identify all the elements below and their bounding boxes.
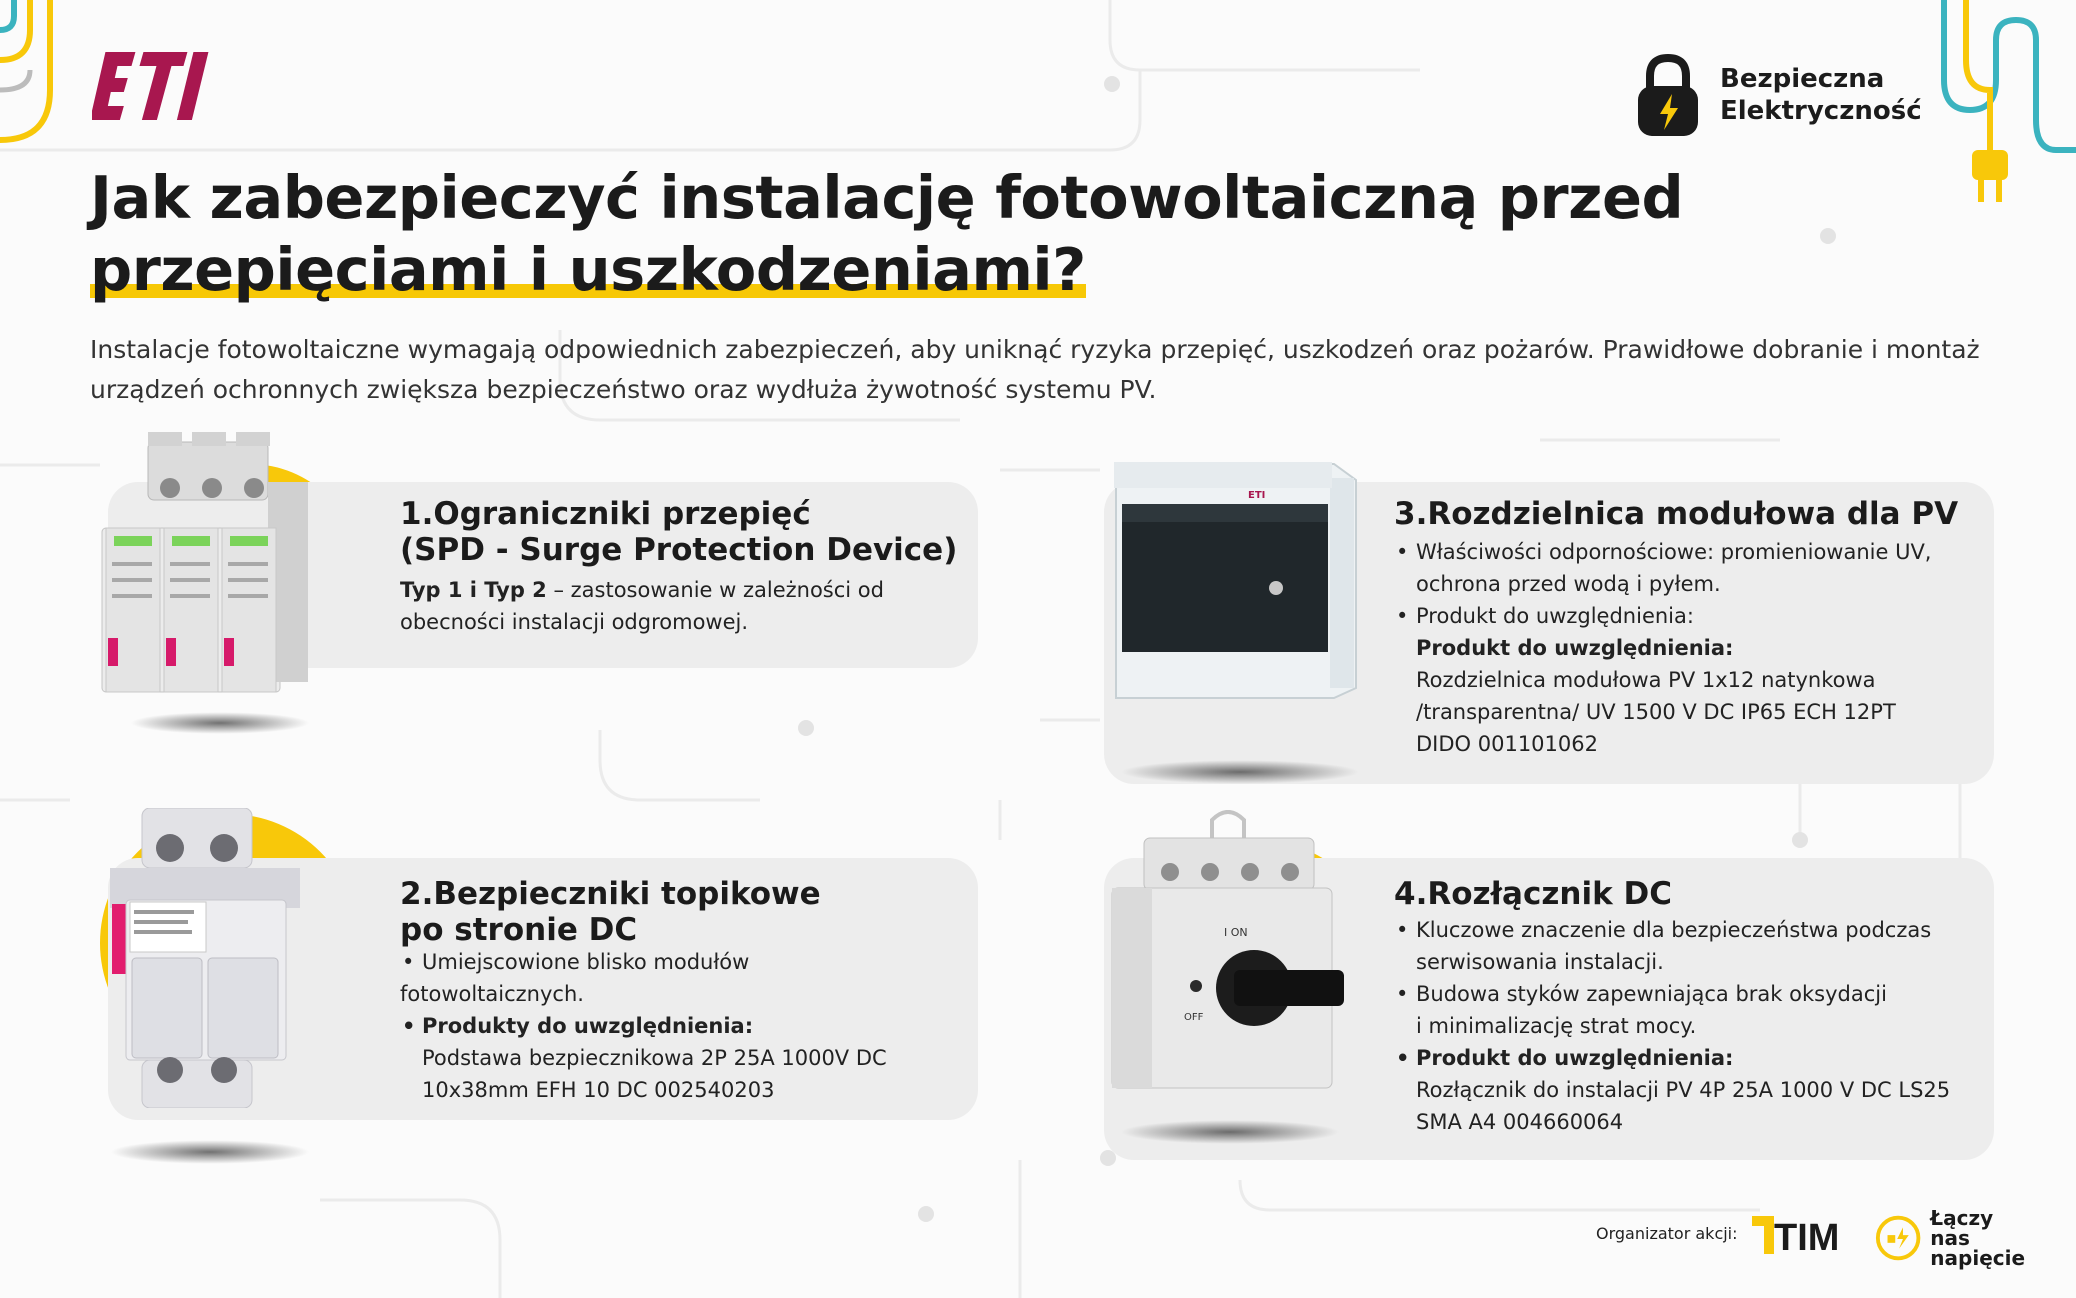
card-2-product-line2: 10x38mm EFH 10 DC 002540203: [422, 1078, 775, 1102]
svg-text:ETI: ETI: [1248, 490, 1266, 501]
card-3-product-line3: DIDO 001101062: [1416, 732, 1598, 756]
title-line2: przepięciami i uszkodzeniami?: [90, 235, 1086, 304]
brand-badge: [1636, 52, 1922, 138]
intro-text: Instalacje fotowoltaiczne wymagają odpowiednich zabezpieczeń, aby uniknąć ryzyka przepięć, uszkodzeń oraz pożarów. Prawidłowe dobranie i montaż urządzeń ochronnych zwiększa bezpieczeństwo oraz wydłuża żywotność systemu PV.: [90, 335, 1980, 404]
slogan-line1: Łączy nas: [1930, 1206, 1994, 1250]
card-4-bullet2: • Budowa styków zapewniająca brak oksydacji: [1394, 978, 1984, 1010]
tim-logo-text: TIM: [1774, 1217, 1840, 1259]
corner-deco-lines: [0, 0, 62, 150]
card-3-product-head: Produkt do uwzględnienia:: [1416, 636, 1734, 660]
card-3-bullet2: • Produkt do uwzględnienia:: [1394, 600, 1984, 632]
card-3-product-line1: Rozdzielnica modułowa PV 1x12 natynkowa: [1416, 668, 1876, 692]
product-shadow-4: [1120, 1120, 1340, 1144]
card-1-title-line2: (SPD - Surge Protection Device): [400, 532, 958, 568]
card-2-title-line1: 2.Bezpieczniki topikowe: [400, 876, 821, 912]
card-2-bullet2: • Produkty do uwzględnienia:: [400, 1010, 960, 1042]
card-4-title: 4.Rozłącznik DC: [1394, 876, 1672, 912]
svg-text:I ON: I ON: [1224, 926, 1248, 939]
card-1-title: [400, 496, 957, 568]
title-line1: Jak zabezpieczyć instalację fotowoltaiczną przed: [90, 163, 1684, 232]
dc-disconnector-image: [1104, 810, 1354, 1100]
eti-logo: [92, 48, 220, 124]
card-4-bullet1: • Kluczowe znaczenie dla bezpieczeństwa podczas: [1394, 914, 1984, 946]
card-2-bullet1: • Umiejscowione blisko modułów: [400, 946, 960, 978]
organizer-label: Organizator akcji:: [1596, 1224, 1738, 1243]
card-3-bullet1-cont: ochrona przed wodą i pyłem.: [1416, 572, 1721, 596]
card-2-title: [400, 876, 821, 948]
card-1-line2: obecności instalacji odgromowej.: [400, 610, 749, 634]
card-2-product-line1: Podstawa bezpiecznikowa 2P 25A 1000V DC: [422, 1046, 887, 1070]
tim-logo: [1752, 1210, 1862, 1260]
slogan-logo: [1874, 1208, 2036, 1268]
product-shadow-2: [110, 1140, 310, 1164]
badge-line1: Bezpieczna: [1720, 64, 1885, 94]
svg-text:OFF: OFF: [1184, 1012, 1204, 1023]
card-1-text: [400, 574, 960, 638]
product-shadow-1: [130, 712, 310, 734]
spd-device-image: [88, 432, 328, 702]
plug-circle-icon: [1874, 1213, 1922, 1263]
card-4-bullet2-cont: i minimalizację strat mocy.: [1416, 1014, 1697, 1038]
footer: [1596, 1204, 2036, 1274]
card-4-product-line2: SMA A4 004660064: [1416, 1110, 1624, 1134]
lock-icon: [1636, 52, 1700, 138]
card-3-title: 3.Rozdzielnica modułowa dla PV: [1394, 496, 1959, 532]
product-shadow-3: [1120, 760, 1360, 784]
card-4-bullet1-cont: serwisowania instalacji.: [1416, 950, 1664, 974]
card-1-type-rest: – zastosowanie w zależności od: [546, 578, 884, 602]
card-1-type-bold: Typ 1 i Typ 2: [400, 578, 547, 602]
card-1-title-line1: 1.Ograniczniki przepięć: [400, 496, 811, 532]
card-4-product-line1: Rozłącznik do instalacji PV 4P 25A 1000 V DC LS25: [1416, 1078, 1951, 1102]
card-3-product-line2: /transparentna/ UV 1500 V DC IP65 ECH 12PT: [1416, 700, 1896, 724]
page-title: [90, 162, 1790, 306]
card-3-text: [1394, 536, 1984, 760]
fuse-holder-image: [100, 808, 300, 1108]
card-4-bullet3: • Produkt do uwzględnienia:: [1394, 1042, 1984, 1074]
card-2-text: [400, 946, 960, 1106]
distribution-board-image: [1108, 462, 1360, 700]
card-2-bullet1-cont: fotowoltaicznych.: [400, 982, 584, 1006]
slogan-line2: napięcie: [1930, 1246, 2026, 1270]
card-3-bullet1: • Właściwości odpornościowe: promieniowanie UV,: [1394, 536, 1984, 568]
card-4-text: [1394, 914, 1984, 1138]
card-2-title-line2: po stronie DC: [400, 912, 638, 948]
plug-icon: [1930, 0, 2076, 210]
badge-line2: Elektryczność: [1720, 96, 1922, 126]
